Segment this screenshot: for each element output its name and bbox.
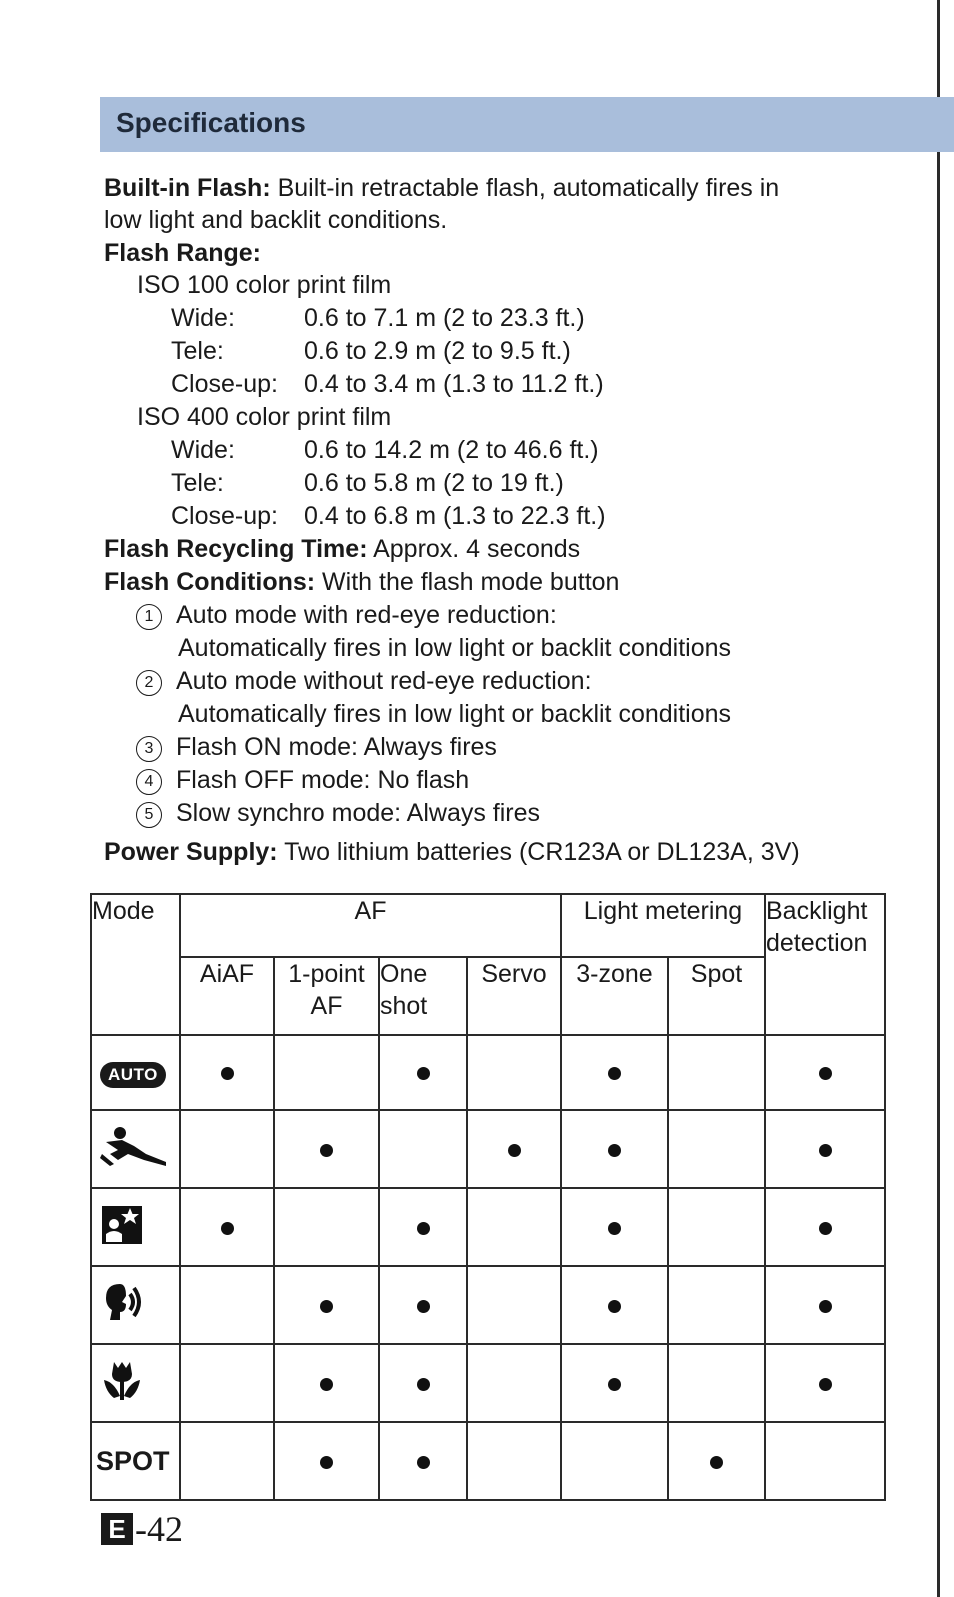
table-cell	[765, 1266, 885, 1344]
header-backlight-detection	[765, 894, 885, 1035]
table-cell	[180, 1422, 274, 1500]
page-number-text: -42	[135, 1509, 183, 1549]
built-in-flash-text1: Built-in retractable flash, automatically fires in	[270, 174, 780, 202]
bullet-dot	[320, 1456, 333, 1469]
bullet-dot	[710, 1456, 723, 1469]
table-cell	[180, 1344, 274, 1422]
bullet-dot	[608, 1067, 621, 1080]
recycling-line	[104, 534, 580, 565]
mode-cell	[91, 1188, 180, 1266]
bullet-dot	[417, 1300, 430, 1313]
table-row	[91, 1188, 885, 1266]
recycling-text: Approx. 4 seconds	[367, 535, 581, 563]
film-iso100: ISO 100 color print film	[137, 271, 392, 299]
circled-number: 5	[136, 802, 162, 828]
bullet-dot	[221, 1067, 234, 1080]
film-iso400: ISO 400 color print film	[137, 403, 392, 431]
bullet-dot	[819, 1300, 832, 1313]
header-light-metering: Light metering	[561, 894, 765, 957]
table-cell	[379, 1188, 467, 1266]
table-row	[91, 1110, 885, 1188]
page-title: Specifications	[116, 107, 306, 138]
table-cell	[668, 1188, 765, 1266]
shooting-mode-table	[90, 893, 886, 1501]
page-number	[101, 1508, 183, 1550]
table-cell	[274, 1344, 379, 1422]
table-cell	[467, 1110, 561, 1188]
bullet-dot	[221, 1222, 234, 1235]
condition-text: Flash OFF mode: No flash	[176, 766, 470, 794]
condition-item	[136, 765, 469, 796]
mode-cell	[91, 1110, 180, 1188]
section-e-icon: E	[101, 1513, 133, 1545]
bullet-dot	[508, 1144, 521, 1157]
table-cell	[467, 1035, 561, 1110]
range-mode-label: Wide:	[171, 436, 235, 464]
table-cell	[668, 1110, 765, 1188]
table-row	[91, 1035, 885, 1110]
recycling-label: Flash Recycling Time:	[104, 535, 368, 563]
header-mode: Mode	[91, 894, 180, 1035]
table-cell	[561, 1035, 668, 1110]
auto-icon: AUTO	[100, 1062, 166, 1088]
conditions-line	[104, 567, 619, 598]
one-shot-line1: One	[380, 960, 428, 988]
condition-sub: Automatically fires in low light or backlit conditions	[178, 634, 732, 662]
bullet-dot	[417, 1067, 430, 1080]
conditions-label: Flash Conditions:	[104, 568, 316, 596]
table-cell	[765, 1422, 885, 1500]
bullet-dot	[320, 1378, 333, 1391]
table-cell	[668, 1344, 765, 1422]
section-header	[100, 97, 954, 152]
built-in-flash-line1	[104, 173, 779, 204]
range-value: 0.6 to 2.9 m (2 to 9.5 ft.)	[304, 337, 571, 365]
table-row	[91, 1422, 885, 1500]
table-cell	[379, 1110, 467, 1188]
page-edge	[937, 0, 940, 1597]
table-cell	[467, 1188, 561, 1266]
table-cell	[180, 1110, 274, 1188]
table-cell	[180, 1035, 274, 1110]
table-cell	[561, 1422, 668, 1500]
conditions-text: With the flash mode button	[315, 568, 620, 596]
backlight-line1: Backlight	[766, 897, 868, 925]
header-servo: Servo	[467, 957, 561, 1035]
bullet-dot	[819, 1222, 832, 1235]
flash-range-label: Flash Range:	[104, 239, 261, 267]
power-line	[104, 837, 800, 868]
table-cell	[561, 1188, 668, 1266]
condition-item	[136, 666, 592, 697]
range-mode-label: Tele:	[171, 469, 224, 497]
bullet-dot	[608, 1378, 621, 1391]
table-cell	[467, 1422, 561, 1500]
table-row	[91, 1266, 885, 1344]
header-one-shot	[379, 957, 467, 1035]
range-mode-label: Wide:	[171, 304, 235, 332]
one-shot-line2: shot	[380, 992, 428, 1020]
bullet-dot	[819, 1144, 832, 1157]
bullet-dot	[819, 1378, 832, 1391]
mode-cell	[91, 1422, 180, 1500]
table-cell	[379, 1344, 467, 1422]
backlight-line2: detection	[766, 929, 868, 957]
header-af: AF	[180, 894, 561, 957]
table-cell	[467, 1344, 561, 1422]
header-1-point-af	[274, 957, 379, 1035]
table-cell	[379, 1422, 467, 1500]
table-cell	[180, 1266, 274, 1344]
table-row	[91, 1344, 885, 1422]
table-cell	[765, 1110, 885, 1188]
range-value: 0.6 to 14.2 m (2 to 46.6 ft.)	[304, 436, 599, 464]
table-cell	[379, 1035, 467, 1110]
one-point-line2: AF	[310, 992, 343, 1020]
condition-sub: Automatically fires in low light or backlit conditions	[178, 700, 732, 728]
one-point-line1: 1-point	[288, 960, 365, 988]
table-cell	[379, 1266, 467, 1344]
power-label: Power Supply:	[104, 838, 278, 866]
table-cell	[274, 1035, 379, 1110]
condition-text: Auto mode without red-eye reduction:	[176, 667, 592, 695]
table-cell	[765, 1188, 885, 1266]
built-in-flash-label: Built-in Flash:	[104, 174, 271, 202]
circled-number: 4	[136, 769, 162, 795]
mode-cell	[91, 1266, 180, 1344]
table-cell	[765, 1035, 885, 1110]
header-aiaf: AiAF	[180, 957, 274, 1035]
sports-icon	[100, 1146, 170, 1174]
condition-item	[136, 798, 540, 829]
circled-number: 3	[136, 736, 162, 762]
condition-text: Flash ON mode: Always fires	[176, 733, 497, 761]
table-cell	[274, 1266, 379, 1344]
header-3-zone: 3-zone	[561, 957, 668, 1035]
built-in-flash-line2: low light and backlit conditions.	[104, 206, 448, 234]
condition-text: Auto mode with red-eye reduction:	[176, 601, 557, 629]
bullet-dot	[417, 1378, 430, 1391]
table-cell	[668, 1422, 765, 1500]
condition-item	[136, 732, 497, 763]
bullet-dot	[608, 1300, 621, 1313]
header-spot: Spot	[668, 957, 765, 1035]
table-cell	[561, 1344, 668, 1422]
range-mode-label: Close-up:	[171, 370, 278, 398]
macro-flower-icon	[100, 1380, 144, 1408]
table-cell	[274, 1188, 379, 1266]
range-value: 0.6 to 5.8 m (2 to 19 ft.)	[304, 469, 564, 497]
range-value: 0.6 to 7.1 m (2 to 23.3 ft.)	[304, 304, 585, 332]
bullet-dot	[608, 1222, 621, 1235]
table-cell	[561, 1110, 668, 1188]
condition-item	[136, 600, 557, 631]
bullet-dot	[417, 1456, 430, 1469]
table-cell	[561, 1266, 668, 1344]
mode-cell	[91, 1344, 180, 1422]
table-cell	[274, 1422, 379, 1500]
range-value: 0.4 to 3.4 m (1.3 to 11.2 ft.)	[304, 370, 604, 398]
night-scene-icon	[100, 1224, 144, 1252]
bullet-dot	[819, 1067, 832, 1080]
range-mode-label: Tele:	[171, 337, 224, 365]
table-cell	[668, 1266, 765, 1344]
circled-number: 2	[136, 670, 162, 696]
bullet-dot	[320, 1300, 333, 1313]
spot-icon: SPOT	[96, 1445, 170, 1476]
bullet-dot	[608, 1144, 621, 1157]
range-mode-label: Close-up:	[171, 502, 278, 530]
portrait-icon	[100, 1302, 144, 1330]
table-cell	[668, 1035, 765, 1110]
table-cell	[765, 1344, 885, 1422]
table-cell	[467, 1266, 561, 1344]
circled-number: 1	[136, 604, 162, 630]
bullet-dot	[417, 1222, 430, 1235]
range-value: 0.4 to 6.8 m (1.3 to 22.3 ft.)	[304, 502, 606, 530]
table-cell	[274, 1110, 379, 1188]
mode-cell	[91, 1035, 180, 1110]
power-text: Two lithium batteries (CR123A or DL123A, 3V)	[277, 838, 800, 866]
bullet-dot	[320, 1144, 333, 1157]
condition-text: Slow synchro mode: Always fires	[176, 799, 541, 827]
table-cell	[180, 1188, 274, 1266]
